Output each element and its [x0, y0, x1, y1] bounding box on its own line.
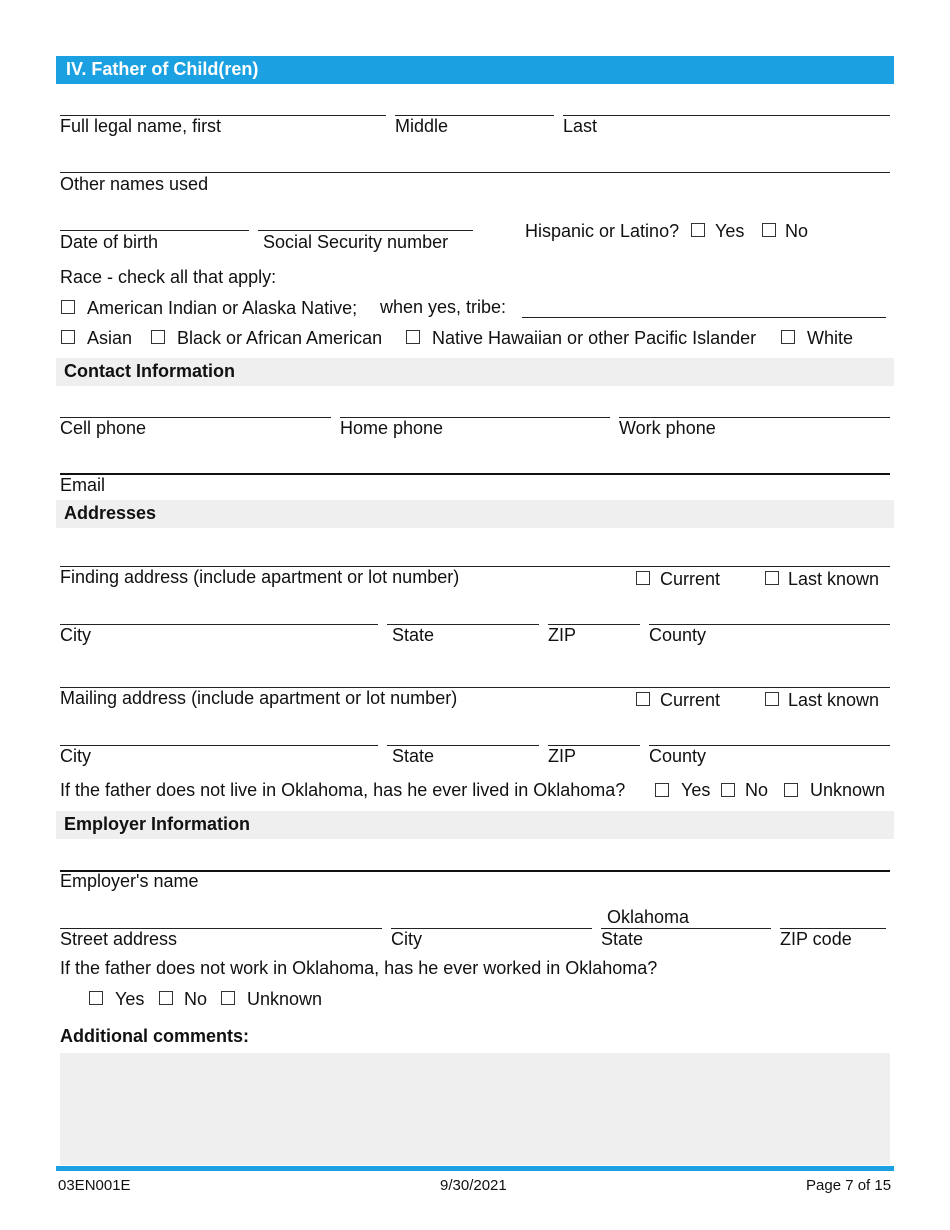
ssn-field[interactable] — [258, 230, 473, 231]
contact-heading-bar — [56, 358, 894, 386]
email-field[interactable] — [60, 473, 890, 475]
finding-address-label: Finding address (include apartment or lot number) — [60, 567, 460, 587]
worked-yes-checkbox[interactable] — [89, 991, 103, 1005]
other-names-field[interactable] — [60, 172, 890, 173]
employer-zip-label: ZIP code — [780, 929, 852, 949]
dob-label: Date of birth — [60, 232, 159, 252]
race-asian-label: Asian — [87, 328, 133, 348]
last-name-field[interactable] — [563, 115, 890, 116]
finding-current-label: Current — [660, 569, 721, 589]
hispanic-yes-checkbox[interactable] — [691, 223, 705, 237]
mailing-current-checkbox[interactable] — [636, 692, 650, 706]
footer-rule — [56, 1166, 894, 1171]
worked-unknown-label: Unknown — [247, 989, 323, 1009]
finding-last-known-label: Last known — [788, 569, 880, 589]
work-phone-label: Work phone — [619, 418, 716, 438]
addresses-heading: Addresses — [64, 503, 157, 523]
cell-phone-label: Cell phone — [60, 418, 147, 438]
worked-question: If the father does not work in Oklahoma, has he ever worked in Oklahoma? — [60, 958, 658, 978]
hispanic-no-checkbox[interactable] — [762, 223, 776, 237]
lived-unknown-label: Unknown — [810, 780, 886, 800]
mailing-last-known-label: Last known — [788, 690, 880, 710]
race-black-label: Black or African American — [177, 328, 383, 348]
finding-county-label: County — [649, 625, 707, 645]
first-name-label: Full legal name, first — [60, 116, 222, 136]
mailing-last-known-checkbox[interactable] — [765, 692, 779, 706]
worked-no-label: No — [184, 989, 208, 1009]
lived-yes-checkbox[interactable] — [655, 783, 669, 797]
race-american-indian-label: American Indian or Alaska Native; — [87, 298, 358, 318]
page-number: Page 7 of 15 — [806, 1177, 892, 1194]
employer-heading-bar — [56, 811, 894, 839]
race-asian-checkbox[interactable] — [61, 330, 75, 344]
form-id: 03EN001E — [58, 1177, 131, 1194]
hispanic-question: Hispanic or Latino? — [525, 221, 680, 241]
worked-unknown-checkbox[interactable] — [221, 991, 235, 1005]
employer-name-label: Employer's name — [60, 871, 199, 891]
finding-state-label: State — [392, 625, 435, 645]
contact-heading: Contact Information — [64, 361, 235, 381]
employer-state-value: Oklahoma — [607, 907, 690, 927]
worked-no-checkbox[interactable] — [159, 991, 173, 1005]
lived-question: If the father does not live in Oklahoma, has he ever lived in Oklahoma? — [60, 780, 626, 800]
employer-city-label: City — [391, 929, 422, 949]
lived-yes-label: Yes — [681, 780, 711, 800]
middle-name-label: Middle — [395, 116, 449, 136]
race-label: Race - check all that apply: — [60, 267, 277, 287]
employer-state-label: State — [601, 929, 644, 949]
section-header — [56, 56, 894, 84]
race-black-checkbox[interactable] — [151, 330, 165, 344]
lived-no-checkbox[interactable] — [721, 783, 735, 797]
employer-heading: Employer Information — [64, 814, 251, 834]
addresses-heading-bar — [56, 500, 894, 528]
section-title: IV. Father of Child(ren) — [66, 59, 259, 79]
email-label: Email — [60, 475, 106, 495]
finding-current-checkbox[interactable] — [636, 571, 650, 585]
lived-no-label: No — [745, 780, 769, 800]
hispanic-yes-label: Yes — [715, 221, 745, 241]
mailing-city-field[interactable] — [60, 745, 378, 746]
mailing-state-label: State — [392, 746, 435, 766]
comments-label: Additional comments: — [60, 1026, 250, 1046]
ssn-label: Social Security number — [263, 232, 449, 252]
lived-unknown-checkbox[interactable] — [784, 783, 798, 797]
tribe-field[interactable] — [522, 317, 886, 318]
mailing-zip-label: ZIP — [548, 746, 577, 766]
comments-textarea[interactable] — [60, 1053, 890, 1165]
worked-yes-label: Yes — [115, 989, 145, 1009]
finding-zip-label: ZIP — [548, 625, 577, 645]
form-date: 9/30/2021 — [440, 1177, 507, 1194]
finding-city-label: City — [60, 625, 91, 645]
dob-field[interactable] — [60, 230, 249, 231]
hispanic-no-label: No — [785, 221, 809, 241]
finding-city-field[interactable] — [60, 624, 378, 625]
employer-street-label: Street address — [60, 929, 178, 949]
last-name-label: Last — [563, 116, 598, 136]
race-white-checkbox[interactable] — [781, 330, 795, 344]
mailing-current-label: Current — [660, 690, 721, 710]
finding-last-known-checkbox[interactable] — [765, 571, 779, 585]
race-white-label: White — [807, 328, 854, 348]
mailing-county-label: County — [649, 746, 707, 766]
home-phone-label: Home phone — [340, 418, 444, 438]
race-hawaiian-checkbox[interactable] — [406, 330, 420, 344]
tribe-label: when yes, tribe: — [380, 297, 507, 317]
other-names-label: Other names used — [60, 174, 209, 194]
mailing-address-label: Mailing address (include apartment or lot number) — [60, 688, 458, 708]
mailing-city-label: City — [60, 746, 91, 766]
race-hawaiian-label: Native Hawaiian or other Pacific Islander — [432, 328, 757, 348]
race-american-indian-checkbox[interactable] — [61, 300, 75, 314]
